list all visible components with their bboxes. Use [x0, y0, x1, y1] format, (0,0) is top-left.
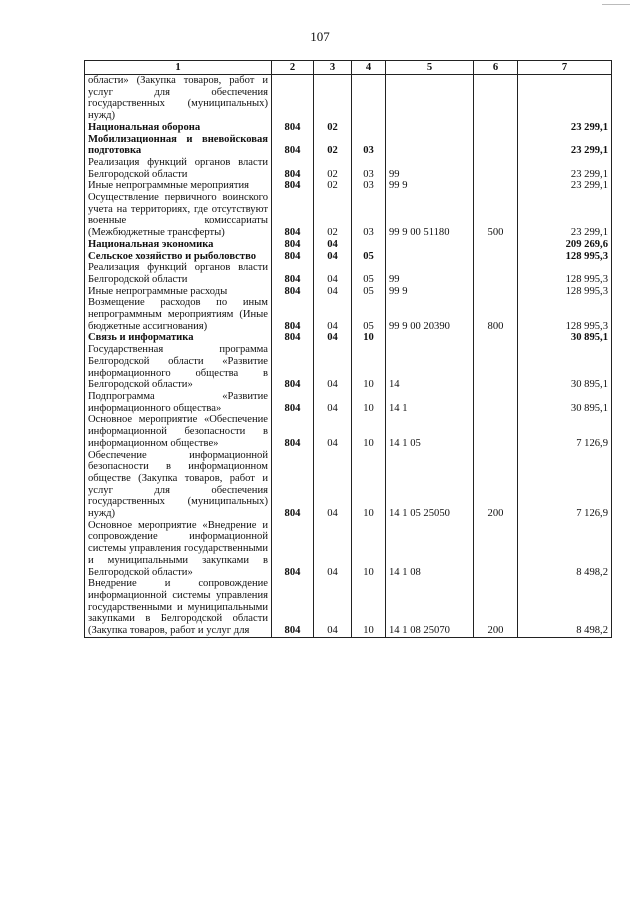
ministry-code-cell: 804	[272, 239, 314, 251]
amount-cell: 128 995,3	[518, 286, 612, 298]
subsection-code-cell: 10	[352, 344, 386, 391]
ministry-code-cell: 804	[272, 297, 314, 332]
ministry-code-cell: 804	[272, 122, 314, 134]
section-code-cell: 04	[314, 520, 352, 579]
budget-table	[84, 60, 612, 638]
target-article-cell: 99	[386, 157, 474, 180]
expense-type-cell	[474, 122, 518, 134]
ministry-code-cell: 804	[272, 391, 314, 414]
table-row	[85, 262, 612, 285]
section-code-cell: 04	[314, 578, 352, 637]
column-header: 4	[352, 61, 386, 75]
table-row	[85, 192, 612, 239]
target-article-cell	[386, 75, 474, 122]
subsection-code-cell: 03	[352, 157, 386, 180]
table-row	[85, 134, 612, 157]
section-code-cell: 04	[314, 450, 352, 520]
section-code-cell: 04	[314, 332, 352, 344]
row-name-cell: Связь и информатика	[85, 332, 272, 344]
section-code-cell: 02	[314, 192, 352, 239]
subsection-code-cell	[352, 239, 386, 251]
amount-cell: 8 498,2	[518, 578, 612, 637]
subsection-code-cell	[352, 122, 386, 134]
section-code-cell: 02	[314, 122, 352, 134]
ministry-code-cell: 804	[272, 578, 314, 637]
subsection-code-cell: 03	[352, 192, 386, 239]
row-name-cell: Осуществление первичного воинского учета на территориях, где отсутствуют военные комиссариаты (Межбюджетные трансферты)	[85, 192, 272, 239]
ministry-code-cell: 804	[272, 344, 314, 391]
amount-cell: 30 895,1	[518, 332, 612, 344]
amount-cell	[518, 75, 612, 122]
amount-cell: 7 126,9	[518, 450, 612, 520]
subsection-code-cell: 10	[352, 391, 386, 414]
table-body	[85, 75, 612, 638]
expense-type-cell	[474, 414, 518, 449]
section-code-cell: 04	[314, 286, 352, 298]
target-article-cell	[386, 239, 474, 251]
column-header: 6	[474, 61, 518, 75]
expense-type-cell: 800	[474, 297, 518, 332]
subsection-code-cell: 03	[352, 180, 386, 192]
scan-artifact	[602, 4, 630, 5]
amount-cell: 7 126,9	[518, 414, 612, 449]
table-header	[85, 61, 612, 75]
ministry-code-cell	[272, 75, 314, 122]
ministry-code-cell: 804	[272, 450, 314, 520]
expense-type-cell	[474, 75, 518, 122]
table-row	[85, 157, 612, 180]
expense-type-cell: 200	[474, 450, 518, 520]
section-code-cell	[314, 75, 352, 122]
row-name-cell: Государственная программа Белгородской области «Развитие информационного общества в Белгородской области»	[85, 344, 272, 391]
table-row	[85, 578, 612, 637]
section-code-cell: 04	[314, 239, 352, 251]
amount-cell: 23 299,1	[518, 157, 612, 180]
ministry-code-cell: 804	[272, 520, 314, 579]
target-article-cell: 14 1	[386, 391, 474, 414]
target-article-cell: 99	[386, 262, 474, 285]
row-name-cell: Иные непрограммные расходы	[85, 286, 272, 298]
expense-type-cell	[474, 286, 518, 298]
row-name-cell: Внедрение и сопровождение информационной системы управления государственными и муниципальными закупками в Белгородской области (Закупка товаров, работ и услуг для	[85, 578, 272, 637]
amount-cell: 128 995,3	[518, 262, 612, 285]
target-article-cell: 14 1 05 25050	[386, 450, 474, 520]
header-row	[85, 61, 612, 75]
row-name-cell: Реализация функций органов власти Белгородской области	[85, 262, 272, 285]
target-article-cell: 99 9	[386, 180, 474, 192]
amount-cell: 128 995,3	[518, 251, 612, 263]
target-article-cell	[386, 134, 474, 157]
ministry-code-cell: 804	[272, 414, 314, 449]
subsection-code-cell	[352, 75, 386, 122]
ministry-code-cell: 804	[272, 332, 314, 344]
amount-cell: 128 995,3	[518, 297, 612, 332]
column-header: 5	[386, 61, 474, 75]
section-code-cell: 02	[314, 180, 352, 192]
table-row	[85, 520, 612, 579]
row-name-cell: Сельское хозяйство и рыболовство	[85, 251, 272, 263]
table-row	[85, 75, 612, 122]
subsection-code-cell: 05	[352, 297, 386, 332]
expense-type-cell: 200	[474, 578, 518, 637]
subsection-code-cell: 10	[352, 520, 386, 579]
expense-type-cell	[474, 391, 518, 414]
target-article-cell	[386, 332, 474, 344]
amount-cell: 209 269,6	[518, 239, 612, 251]
subsection-code-cell: 05	[352, 262, 386, 285]
target-article-cell: 99 9 00 51180	[386, 192, 474, 239]
table-row	[85, 251, 612, 263]
ministry-code-cell: 804	[272, 286, 314, 298]
row-name-cell: Основное мероприятие «Внедрение и сопровождение информационной системы управления государственными и муниципальными закупками в Белгородской области»	[85, 520, 272, 579]
table-row	[85, 239, 612, 251]
amount-cell: 23 299,1	[518, 180, 612, 192]
table-row	[85, 122, 612, 134]
table-row	[85, 332, 612, 344]
subsection-code-cell: 10	[352, 450, 386, 520]
column-header: 3	[314, 61, 352, 75]
table-row	[85, 344, 612, 391]
amount-cell: 23 299,1	[518, 192, 612, 239]
target-article-cell: 14 1 08	[386, 520, 474, 579]
row-name-cell: Мобилизационная и вневойсковая подготовка	[85, 134, 272, 157]
expense-type-cell	[474, 520, 518, 579]
expense-type-cell	[474, 251, 518, 263]
target-article-cell: 14	[386, 344, 474, 391]
amount-cell: 30 895,1	[518, 391, 612, 414]
row-name-cell: Иные непрограммные мероприятия	[85, 180, 272, 192]
table-row	[85, 180, 612, 192]
ministry-code-cell: 804	[272, 157, 314, 180]
column-header: 7	[518, 61, 612, 75]
subsection-code-cell: 03	[352, 134, 386, 157]
subsection-code-cell: 05	[352, 251, 386, 263]
target-article-cell: 14 1 08 25070	[386, 578, 474, 637]
target-article-cell: 99 9 00 20390	[386, 297, 474, 332]
expense-type-cell: 500	[474, 192, 518, 239]
target-article-cell	[386, 122, 474, 134]
row-name-cell: Подпрограмма «Развитие информационного общества»	[85, 391, 272, 414]
section-code-cell: 02	[314, 134, 352, 157]
section-code-cell: 04	[314, 297, 352, 332]
row-name-cell: Основное мероприятие «Обеспечение информационной безопасности в информационном обществе»	[85, 414, 272, 449]
ministry-code-cell: 804	[272, 192, 314, 239]
section-code-cell: 04	[314, 414, 352, 449]
expense-type-cell	[474, 239, 518, 251]
section-code-cell: 04	[314, 251, 352, 263]
table-row	[85, 414, 612, 449]
ministry-code-cell: 804	[272, 180, 314, 192]
amount-cell: 23 299,1	[518, 134, 612, 157]
row-name-cell: Реализация функций органов власти Белгородской области	[85, 157, 272, 180]
target-article-cell	[386, 251, 474, 263]
section-code-cell: 04	[314, 391, 352, 414]
section-code-cell: 04	[314, 344, 352, 391]
expense-type-cell	[474, 134, 518, 157]
row-name-cell: Обеспечение информационной безопасности в информационном обществе (Закупка товаров, работ и услуг для обеспечения государственных (муниципальных) нужд)	[85, 450, 272, 520]
row-name-cell: Национальная оборона	[85, 122, 272, 134]
expense-type-cell	[474, 157, 518, 180]
subsection-code-cell: 10	[352, 414, 386, 449]
row-name-cell: Возмещение расходов по иным непрограммным мероприятиям (Иные бюджетные ассигнования)	[85, 297, 272, 332]
target-article-cell: 14 1 05	[386, 414, 474, 449]
table-row	[85, 391, 612, 414]
row-name-cell: области» (Закупка товаров, работ и услуг для обеспечения государственных (муниципальных) нужд)	[85, 75, 272, 122]
ministry-code-cell: 804	[272, 262, 314, 285]
expense-type-cell	[474, 344, 518, 391]
target-article-cell: 99 9	[386, 286, 474, 298]
subsection-code-cell: 10	[352, 332, 386, 344]
subsection-code-cell: 05	[352, 286, 386, 298]
section-code-cell: 04	[314, 262, 352, 285]
expense-type-cell	[474, 262, 518, 285]
amount-cell: 30 895,1	[518, 344, 612, 391]
row-name-cell: Национальная экономика	[85, 239, 272, 251]
table-row	[85, 450, 612, 520]
ministry-code-cell: 804	[272, 251, 314, 263]
table-row	[85, 297, 612, 332]
section-code-cell: 02	[314, 157, 352, 180]
page-number: 107	[310, 29, 330, 44]
table-row	[85, 286, 612, 298]
column-header: 2	[272, 61, 314, 75]
ministry-code-cell: 804	[272, 134, 314, 157]
subsection-code-cell: 10	[352, 578, 386, 637]
amount-cell: 8 498,2	[518, 520, 612, 579]
amount-cell: 23 299,1	[518, 122, 612, 134]
column-header: 1	[85, 61, 272, 75]
expense-type-cell	[474, 332, 518, 344]
expense-type-cell	[474, 180, 518, 192]
